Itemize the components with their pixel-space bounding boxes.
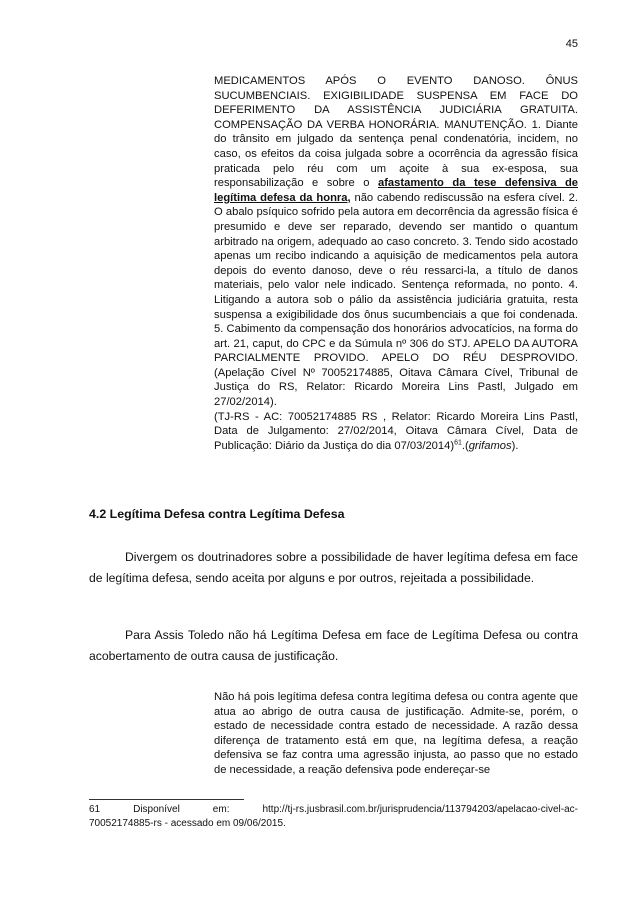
quote-text-part2: não cabendo rediscussão na esfera cível. 2. O abalo psíquico sofrido pela autora em decorrência da agressão física é presumido e deve ser reparado, devendo ser mantido o quantum arbitrado na origem, adequado ao caso concreto. 3. Tendo sido acostado apenas um recibo indicando a aquisição de medicamentos pela autora depois do evento danoso, deve o réu ressarci-la, a título de danos materiais, pelo valor nele indicado. Sentença reformada, no ponto. 4. Litigando a autora sob o pálio da assistência judiciária gratuita, resta suspensa a exigibilidade dos ônus sucumbenciais a que foi condenada. 5. Cabimento da compensação dos honorários advocatícios, na forma do art. 21, caput, do CPC e da Súmula nº 306 do STJ. APELO DA AUTORA PARCIALMENTE PROVIDO. APELO DO RÉU DESPROVIDO. (Apelação Cível Nº 70052174885, Oitava Câmara Cível, Tribunal de Justiça do RS, Relator: Ricardo Moreira Lins Pastl, Julgado em 27/02/2014). (214, 191, 578, 409)
body-paragraph: Divergem os doutrinadores sobre a possibilidade de haver legítima defesa em face de legítima defesa, sendo aceita por alguns e por outros, rejeitada a possibilidade. (89, 550, 578, 585)
block-quote-doctrine (214, 690, 578, 778)
footnote-url-part2[interactable]: 70052174885-rs (89, 818, 162, 829)
quote-body (214, 74, 578, 410)
footnote-divider (89, 799, 244, 800)
footnote-line-2 (89, 817, 578, 831)
footnote (89, 803, 578, 831)
quote-text-part1: MEDICAMENTOS APÓS O EVENTO DANOSO. ÔNUS SUCUMBENCIAIS. EXIGIBILIDADE SUSPENSA EM FACE DO DEFERIMENTO DA ASSISTÊNCIA JUDICIÁRIA GRATUITA. COMPENSAÇÃO DA VERBA HONORÁRIA. MANUTENÇÃO. 1. Diante do trânsito em julgado da sentença penal condenatória, incidem, no caso, os efeitos da coisa julgada sobre a ocorrência da agressão física praticada pelo réu com um açoite à sua ex-esposa, sua responsabilização e sobre o (214, 75, 578, 190)
quote-emphasis: afastamento da tese defensiva de legítima defesa da honra, (214, 177, 578, 204)
footnote-label: Disponível (133, 804, 180, 815)
footnote-access-date: - acessado em 09/06/2015. (161, 818, 286, 829)
grifamos-close: ). (511, 439, 519, 452)
quote-citation-line (214, 410, 578, 454)
grifamos-text: grifamos (468, 439, 512, 452)
footnote-separator: em: (212, 804, 230, 815)
footnote-line-1 (89, 803, 578, 817)
quote-doctrine-text: Não há pois legítima defesa contra legítima defesa ou contra agente que atua ao abrigo de outra causa de justificação. Admite-se, porém, o estado de necessidade contra estado de necessidade. A razão dessa diferença de tratamento está em que, na legítima defesa, a reação defensiva se faz contra uma agressão injusta, ao passo que no estado de necessidade, a reação defensiva pode endereçar-se (214, 691, 578, 776)
footnote-number: 61 (89, 804, 101, 815)
quote-citation: (TJ-RS - AC: 70052174885 RS , Relator: Ricardo Moreira Lins Pastl, Data de Julgamento: 27/02/2014, Oitava Câmara Cível, Data de Publicação: Diário da Justiça do dia 07/03/2014) (214, 410, 578, 452)
body-paragraph: Para Assis Toledo não há Legítima Defesa em face de Legítima Defesa ou contra acobertamento de outra causa de justificação. (89, 628, 578, 663)
footnote-reference: 61 (454, 439, 462, 447)
grifamos-open: .( (461, 439, 469, 452)
footnote-url-part1[interactable]: http://tj-rs.jusbrasil.com.br/jurisprudencia/113794203/apelacao-civel-ac- (262, 804, 578, 815)
block-quote-jurisprudence (214, 74, 578, 453)
page-number: 45 (565, 38, 578, 50)
section-heading: 4.2 Legítima Defesa contra Legítima Defesa (89, 507, 345, 521)
